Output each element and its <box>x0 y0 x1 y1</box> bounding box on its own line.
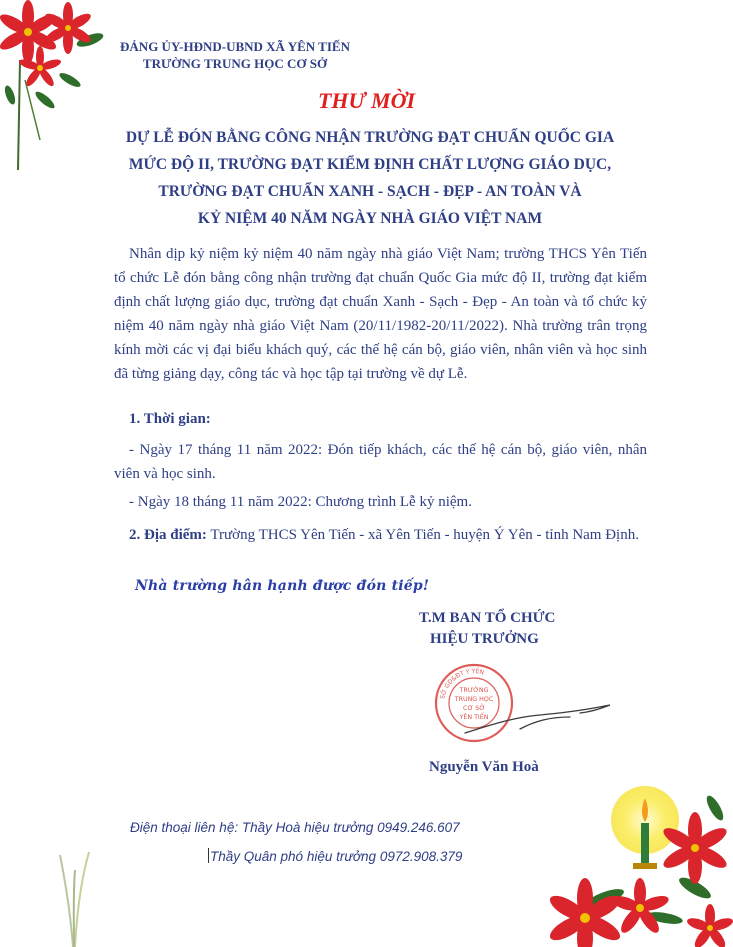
contact-line-1: Điện thoại liên hệ: Thầy Hoà hiệu trưởng 0949.246.607 <box>130 820 460 835</box>
stamp-line-2: TRUNG HỌC <box>454 696 494 703</box>
venue-label: 2. Địa điểm: <box>129 527 207 543</box>
document-title: THƯ MỜI <box>317 88 416 113</box>
welcome-message: Nhà trường hân hạnh được đón tiếp! <box>135 578 430 594</box>
stamp-ring-text: SỞ GD&ĐT Ý YÊN <box>439 667 485 700</box>
schedule-day-2: - Ngày 18 tháng 11 năm 2022: Chương trình Lễ kỷ niệm. <box>129 494 472 510</box>
contact-line-2-text: Thầy Quân phó hiệu trưởng 0972.908.379 <box>210 849 463 864</box>
document-subtitle <box>90 124 650 232</box>
stamp-line-3: CƠ SỞ <box>463 705 485 712</box>
principal-name: Nguyễn Văn Hoà <box>429 759 539 775</box>
stamp-line-1: TRƯỜNG <box>459 687 489 694</box>
signature-role-2: HIỆU TRƯỞNG <box>430 631 539 647</box>
org-line-1: ĐẢNG ỦY-HĐND-UBND XÃ YÊN TIẾN <box>120 39 350 54</box>
venue-value: Trường THCS Yên Tiến - xã Yên Tiến - huyện Ý Yên - tỉnh Nam Định. <box>206 527 639 543</box>
handwritten-signature <box>460 695 630 745</box>
subtitle-line-2: MỨC ĐỘ II, TRƯỜNG ĐẠT KIỂM ĐỊNH CHẤT LƯỢNG GIÁO DỤC, <box>128 156 612 173</box>
time-heading: 1. Thời gian: <box>129 411 211 427</box>
contact-line-2 <box>208 848 462 864</box>
venue-paragraph <box>114 523 647 547</box>
subtitle-line-3: TRƯỜNG ĐẠT CHUẨN XANH - SẠCH - ĐẸP - AN TOÀN VÀ <box>158 183 582 200</box>
subtitle-line-4: KỶ NIỆM 40 NĂM NGÀY NHÀ GIÁO VIỆT NAM <box>197 210 543 227</box>
schedule-day-1: - Ngày 17 tháng 11 năm 2022: Đón tiếp khách, các thế hệ cán bộ, giáo viên, nhân viên và học sinh. <box>114 442 647 482</box>
candle-poinsettia-decoration <box>545 768 733 947</box>
grass-decoration <box>55 850 95 947</box>
text-cursor <box>208 848 209 863</box>
organization-header <box>0 38 470 72</box>
stamp-line-4: YÊN TIẾN <box>459 714 489 721</box>
org-line-2: TRƯỜNG TRUNG HỌC CƠ SỞ <box>142 56 328 71</box>
subtitle-line-1: DỰ LỄ ĐÓN BẰNG CÔNG NHẬN TRƯỜNG ĐẠT CHUẨN QUỐC GIA <box>125 129 615 146</box>
signature-role-1: T.M BAN TỔ CHỨC <box>419 610 556 626</box>
intro-paragraph: Nhân dịp kỷ niệm kỷ niệm 40 năm ngày nhà giáo Việt Nam; trường THCS Yên Tiến tổ chức Lễ đón bằng công nhận trường đạt chuẩn Quốc Gia mức độ II, trường đạt kiểm định chất lượng giáo dục, trường đạt chuẩn Xanh - Sạch - Đẹp - An toàn và tổ chức kỷ niệm 40 năm ngày nhà giáo Việt Nam (20/11/1982-20/11/2022). Nhà trường trân trọng kính mời các vị đại biểu khách quý, các thế hệ cán bộ, giáo viên, nhân viên và học sinh đã từng giảng dạy, công tác và học tập tại trường về dự Lễ. <box>114 246 647 382</box>
